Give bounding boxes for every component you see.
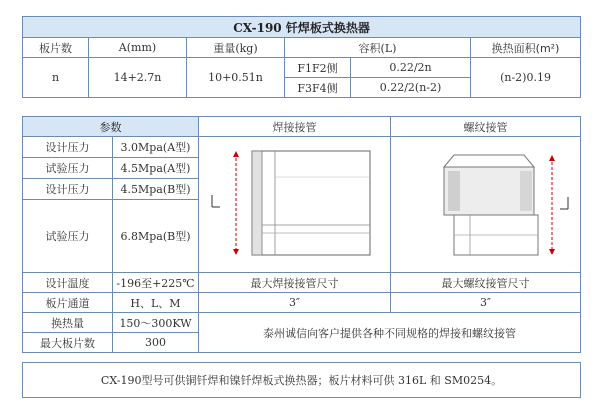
- param-label: 最大板片数: [23, 333, 113, 353]
- param-value: -196至+225℃: [113, 273, 199, 293]
- footer-note: CX-190型号可供铜钎焊和镍钎焊板式换热器；板片材料可供 316L 和 SM0254。: [22, 362, 581, 398]
- threaded-fitting-drawing: [392, 137, 580, 269]
- cell-plates: n: [23, 58, 89, 98]
- threaded-max-value: 3″: [391, 293, 581, 313]
- provide-note: 泰州诚信向客户提供各种不同规格的焊接和螺纹接管: [199, 313, 581, 353]
- param-value: 300: [113, 333, 199, 353]
- cell-f1f2-value: 0.22/2n: [351, 58, 471, 78]
- col-header-area: 换热面积(m²): [471, 38, 581, 58]
- size-table: [22, 16, 581, 98]
- welded-drawing-cell: [199, 137, 391, 273]
- threaded-drawing-cell: [391, 137, 581, 273]
- welded-max-label: 最大焊接接管尺寸: [199, 273, 391, 293]
- cell-f3f4-label: F3F4侧: [285, 78, 351, 98]
- welded-max-value: 3″: [199, 293, 391, 313]
- cell-f3f4-value: 0.22/2(n-2): [351, 78, 471, 98]
- spec-table: [22, 116, 581, 353]
- welded-dimension-label-text: L: [213, 196, 219, 206]
- param-label: 设计温度: [23, 273, 113, 293]
- params-header: 参数: [23, 117, 199, 137]
- param-value: H、L、M: [113, 293, 199, 313]
- welded-fitting-drawing: [200, 137, 390, 269]
- welded-header: 焊接接管: [199, 117, 391, 137]
- param-label: 试验压力: [23, 158, 113, 179]
- col-header-volume: 容积(L): [285, 38, 471, 58]
- param-label: 设计压力: [23, 137, 113, 158]
- param-value: 150～300KW: [113, 313, 199, 333]
- param-label: 设计压力: [23, 179, 113, 200]
- col-header-a: A(mm): [89, 38, 187, 58]
- param-label: 换热量: [23, 313, 113, 333]
- cell-a: 14+2.7n: [89, 58, 187, 98]
- param-label: 板片通道: [23, 293, 113, 313]
- param-value: 6.8Mpa(B型): [113, 200, 199, 273]
- cell-area: (n-2)0.19: [471, 58, 581, 98]
- threaded-header: 螺纹接管: [391, 117, 581, 137]
- table-title: CX-190 钎焊板式换热器: [23, 17, 581, 38]
- cell-weight: 10+0.51n: [187, 58, 285, 98]
- welded-fitting-edge: [252, 151, 262, 255]
- col-header-plates: 板片数: [23, 38, 89, 58]
- param-value: 4.5Mpa(B型): [113, 179, 199, 200]
- welded-fitting-body: [252, 151, 370, 255]
- col-header-weight: 重量(kg): [187, 38, 285, 58]
- cell-f1f2-label: F1F2侧: [285, 58, 351, 78]
- threaded-max-label: 最大螺纹接管尺寸: [391, 273, 581, 293]
- param-value: 4.5Mpa(A型): [113, 158, 199, 179]
- param-label: 试验压力: [23, 200, 113, 273]
- param-value: 3.0Mpa(A型): [113, 137, 199, 158]
- threaded-dimension-label-text: L: [561, 198, 567, 208]
